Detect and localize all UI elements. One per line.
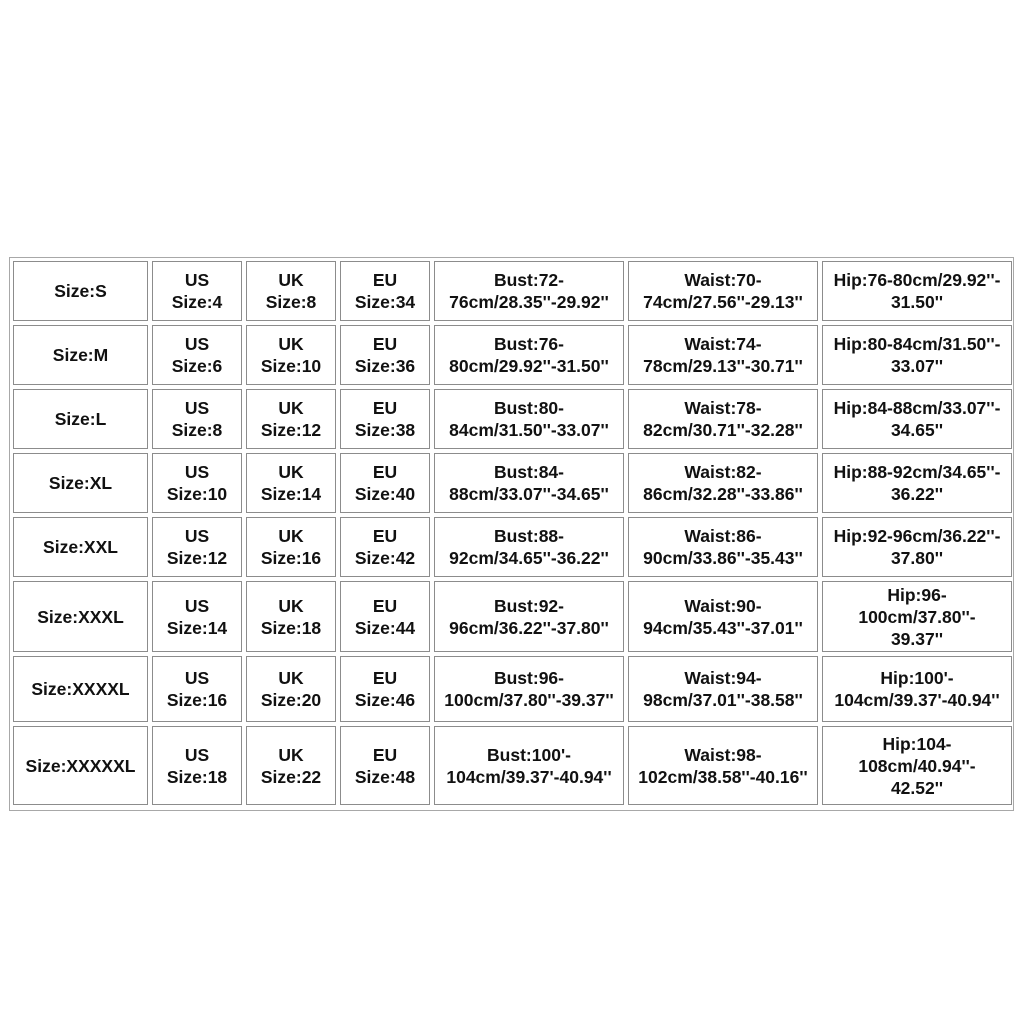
us-size-cell: US Size:6 xyxy=(152,325,242,385)
size-cell: Size:XL xyxy=(13,453,148,513)
us-size-cell: US Size:8 xyxy=(152,389,242,449)
eu-size-cell: EU Size:38 xyxy=(340,389,430,449)
bust-cell: Bust:76- 80cm/29.92''-31.50'' xyxy=(434,325,624,385)
hip-cell: Hip:88-92cm/34.65''- 36.22'' xyxy=(822,453,1012,513)
size-chart-table xyxy=(9,257,1016,809)
eu-size-cell: EU Size:40 xyxy=(340,453,430,513)
hip-cell: Hip:100'- 104cm/39.37'-40.94'' xyxy=(822,656,1012,722)
eu-size-cell: EU Size:44 xyxy=(340,581,430,652)
table-row xyxy=(13,581,1012,652)
us-size-cell: US Size:4 xyxy=(152,261,242,321)
eu-size-cell: EU Size:42 xyxy=(340,517,430,577)
bust-cell: Bust:80- 84cm/31.50''-33.07'' xyxy=(434,389,624,449)
waist-cell: Waist:82- 86cm/32.28''-33.86'' xyxy=(628,453,818,513)
us-size-cell: US Size:18 xyxy=(152,726,242,805)
waist-cell: Waist:74- 78cm/29.13''-30.71'' xyxy=(628,325,818,385)
hip-cell: Hip:104- 108cm/40.94''- 42.52'' xyxy=(822,726,1012,805)
uk-size-cell: UK Size:18 xyxy=(246,581,336,652)
waist-cell: Waist:94- 98cm/37.01''-38.58'' xyxy=(628,656,818,722)
us-size-cell: US Size:12 xyxy=(152,517,242,577)
uk-size-cell: UK Size:14 xyxy=(246,453,336,513)
table-row xyxy=(13,726,1012,805)
eu-size-cell: EU Size:46 xyxy=(340,656,430,722)
size-cell: Size:L xyxy=(13,389,148,449)
table-row xyxy=(13,656,1012,722)
size-cell: Size:XXXL xyxy=(13,581,148,652)
size-cell: Size:S xyxy=(13,261,148,321)
bust-cell: Bust:88- 92cm/34.65''-36.22'' xyxy=(434,517,624,577)
waist-cell: Waist:86- 90cm/33.86''-35.43'' xyxy=(628,517,818,577)
uk-size-cell: UK Size:8 xyxy=(246,261,336,321)
table-row xyxy=(13,389,1012,449)
hip-cell: Hip:80-84cm/31.50''- 33.07'' xyxy=(822,325,1012,385)
uk-size-cell: UK Size:22 xyxy=(246,726,336,805)
eu-size-cell: EU Size:36 xyxy=(340,325,430,385)
us-size-cell: US Size:14 xyxy=(152,581,242,652)
size-chart-frame xyxy=(9,257,1014,811)
bust-cell: Bust:92- 96cm/36.22''-37.80'' xyxy=(434,581,624,652)
bust-cell: Bust:72- 76cm/28.35''-29.92'' xyxy=(434,261,624,321)
waist-cell: Waist:98- 102cm/38.58''-40.16'' xyxy=(628,726,818,805)
us-size-cell: US Size:10 xyxy=(152,453,242,513)
size-cell: Size:XXL xyxy=(13,517,148,577)
eu-size-cell: EU Size:34 xyxy=(340,261,430,321)
waist-cell: Waist:90- 94cm/35.43''-37.01'' xyxy=(628,581,818,652)
size-cell: Size:XXXXXL xyxy=(13,726,148,805)
hip-cell: Hip:96- 100cm/37.80''- 39.37'' xyxy=(822,581,1012,652)
hip-cell: Hip:92-96cm/36.22''- 37.80'' xyxy=(822,517,1012,577)
eu-size-cell: EU Size:48 xyxy=(340,726,430,805)
table-row xyxy=(13,261,1012,321)
table-row xyxy=(13,517,1012,577)
size-cell: Size:XXXXL xyxy=(13,656,148,722)
size-chart-body xyxy=(13,261,1012,805)
bust-cell: Bust:96- 100cm/37.80''-39.37'' xyxy=(434,656,624,722)
bust-cell: Bust:84- 88cm/33.07''-34.65'' xyxy=(434,453,624,513)
hip-cell: Hip:84-88cm/33.07''- 34.65'' xyxy=(822,389,1012,449)
uk-size-cell: UK Size:12 xyxy=(246,389,336,449)
bust-cell: Bust:100'- 104cm/39.37'-40.94'' xyxy=(434,726,624,805)
table-row xyxy=(13,325,1012,385)
waist-cell: Waist:78- 82cm/30.71''-32.28'' xyxy=(628,389,818,449)
us-size-cell: US Size:16 xyxy=(152,656,242,722)
hip-cell: Hip:76-80cm/29.92''- 31.50'' xyxy=(822,261,1012,321)
uk-size-cell: UK Size:10 xyxy=(246,325,336,385)
uk-size-cell: UK Size:16 xyxy=(246,517,336,577)
table-row xyxy=(13,453,1012,513)
uk-size-cell: UK Size:20 xyxy=(246,656,336,722)
waist-cell: Waist:70- 74cm/27.56''-29.13'' xyxy=(628,261,818,321)
size-cell: Size:M xyxy=(13,325,148,385)
